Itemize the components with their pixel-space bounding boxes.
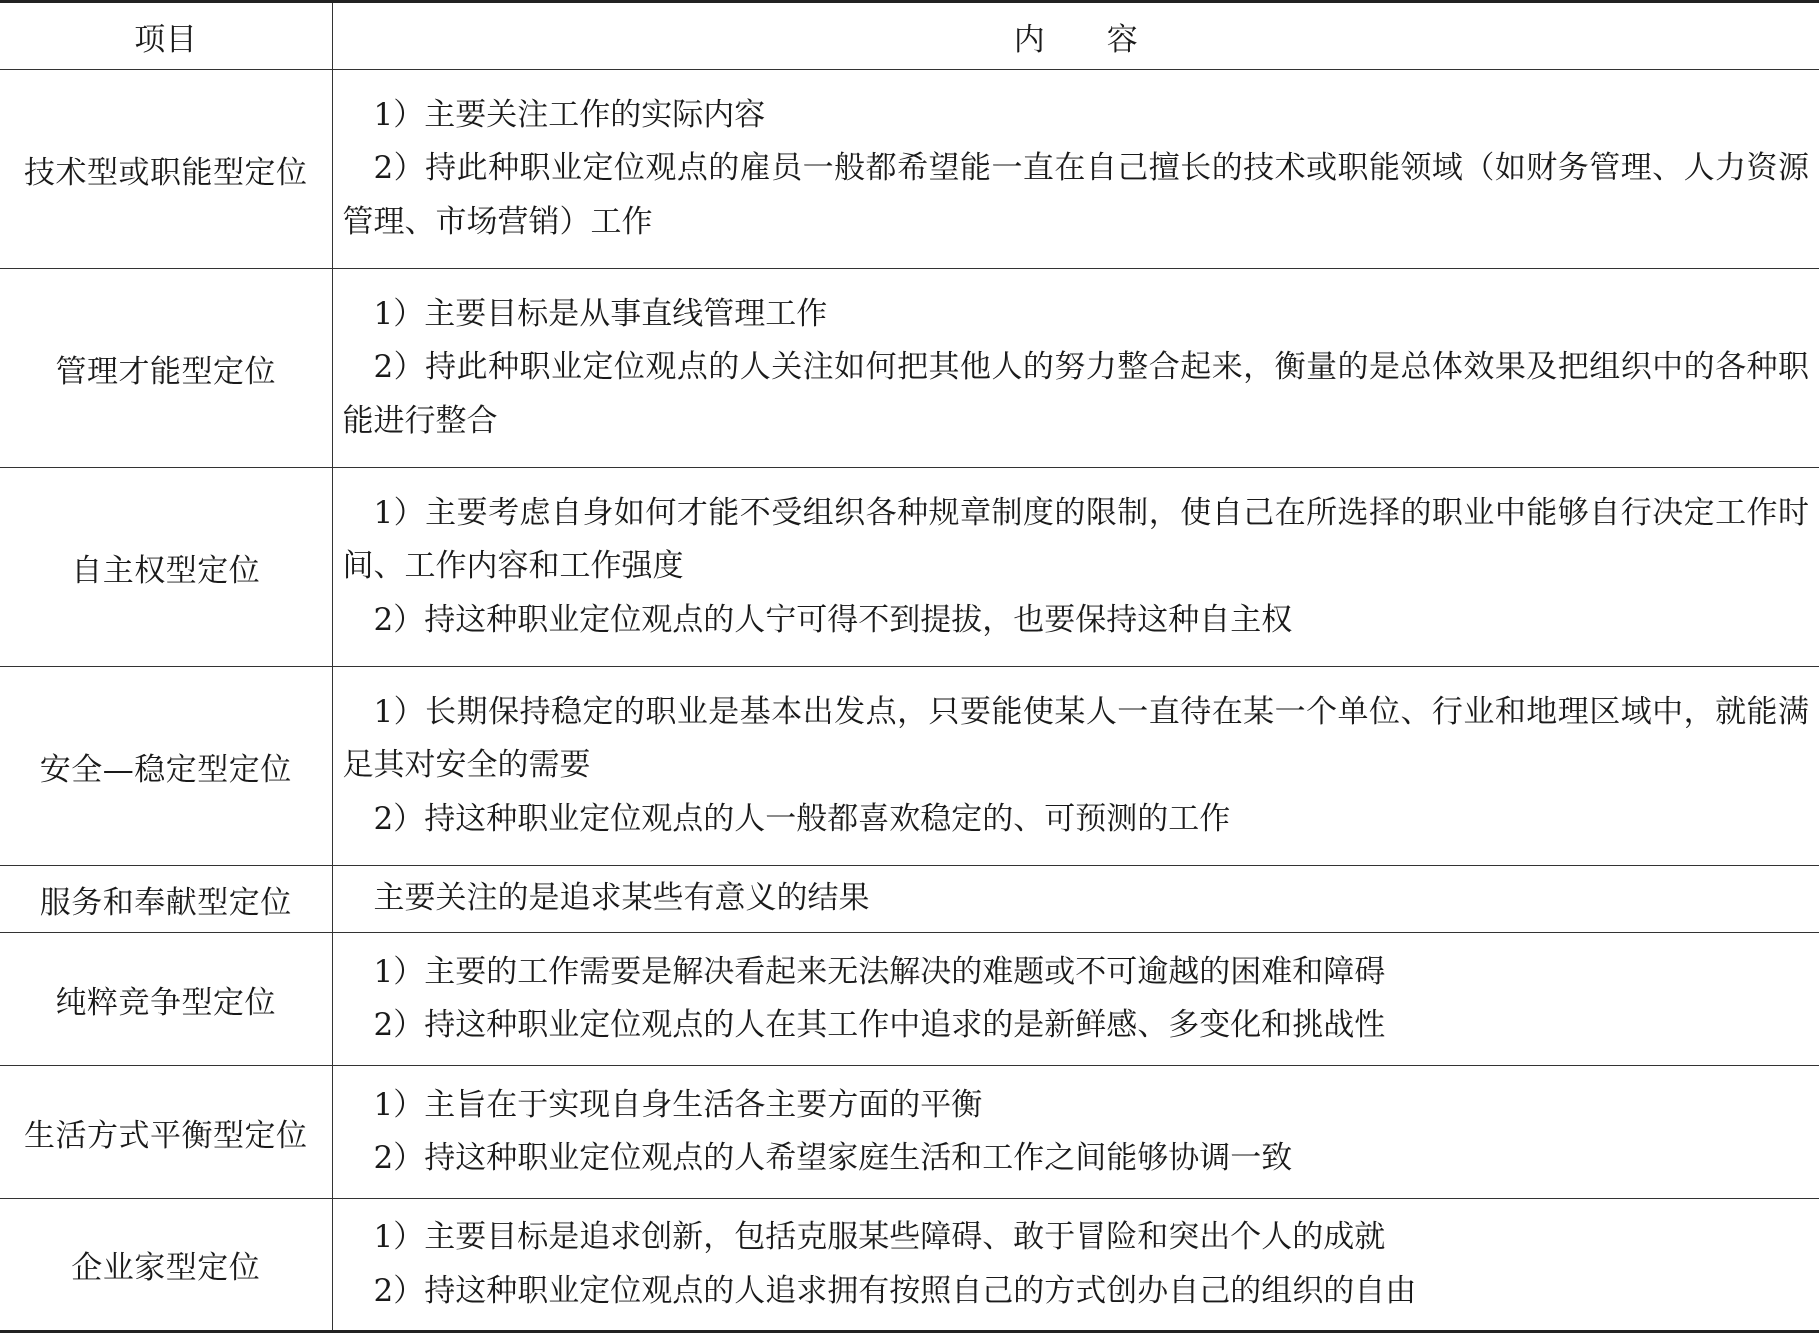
table-row [0, 269, 1819, 468]
table-header-row [0, 2, 1819, 70]
table-row [0, 468, 1819, 667]
row-item: 企业家型定位 [0, 1199, 332, 1332]
row-content [332, 269, 1819, 468]
row-item: 管理才能型定位 [0, 269, 332, 468]
row-item: 技术型或职能型定位 [0, 70, 332, 269]
row-content [332, 933, 1819, 1066]
content-line: 1）主要考虑自身如何才能不受组织各种规章制度的限制，使自己在所选择的职业中能够自行决定工作时间、工作内容和工作强度 [342, 494, 1809, 585]
row-content [332, 1199, 1819, 1332]
content-line: 2）持这种职业定位观点的人在其工作中追求的是新鲜感、多变化和挑战性 [373, 1007, 1386, 1043]
table-row [0, 1199, 1819, 1332]
table-row [0, 70, 1819, 269]
row-content [332, 866, 1819, 933]
content-line: 2）持这种职业定位观点的人追求拥有按照自己的方式创办自己的组织的自由 [373, 1272, 1417, 1309]
header-content-left: 内 [1013, 21, 1045, 58]
row-content [332, 1066, 1819, 1199]
header-content-right: 容 [1106, 21, 1138, 58]
row-item: 自主权型定位 [0, 468, 332, 667]
content-line: 1）主要关注工作的实际内容 [373, 96, 766, 133]
row-content [332, 70, 1819, 269]
content-line: 1）主要目标是从事直线管理工作 [373, 295, 828, 332]
content-line: 2）持此种职业定位观点的雇员一般都希望能一直在自己擅长的技术或职能领域（如财务管理、人力资源管理、市场营销）工作 [342, 150, 1809, 240]
row-content [332, 468, 1819, 667]
content-line: 2）持这种职业定位观点的人一般都喜欢稳定的、可预测的工作 [373, 800, 1231, 837]
content-line: 主要关注的是追求某些有意义的结果 [373, 880, 870, 917]
header-content [332, 2, 1819, 70]
content-line: 1）主要的工作需要是解决看起来无法解决的难题或不可逾越的困难和障碍 [373, 953, 1386, 990]
table-row [0, 1066, 1819, 1199]
content-line: 2）持此种职业定位观点的人关注如何把其他人的努力整合起来，衡量的是总体效果及把组织中的各种职能进行整合 [342, 349, 1809, 439]
row-content [332, 667, 1819, 866]
content-line: 1）主旨在于实现自身生活各主要方面的平衡 [373, 1086, 983, 1123]
table-row [0, 933, 1819, 1066]
row-item: 纯粹竞争型定位 [0, 933, 332, 1066]
header-item: 项目 [0, 2, 332, 70]
table-row [0, 866, 1819, 933]
content-line: 1）主要目标是追求创新，包括克服某些障碍、敢于冒险和突出个人的成就 [373, 1219, 1386, 1255]
content-line: 2）持这种职业定位观点的人希望家庭生活和工作之间能够协调一致 [373, 1140, 1293, 1176]
content-line: 1）长期保持稳定的职业是基本出发点，只要能使某人一直待在某一个单位、行业和地理区域中，就能满足其对安全的需要 [342, 693, 1809, 784]
row-item: 安全—稳定型定位 [0, 667, 332, 866]
table-row [0, 667, 1819, 866]
content-line: 2）持这种职业定位观点的人宁可得不到提拔，也要保持这种自主权 [373, 601, 1293, 638]
row-item: 服务和奉献型定位 [0, 866, 332, 933]
row-item: 生活方式平衡型定位 [0, 1066, 332, 1199]
